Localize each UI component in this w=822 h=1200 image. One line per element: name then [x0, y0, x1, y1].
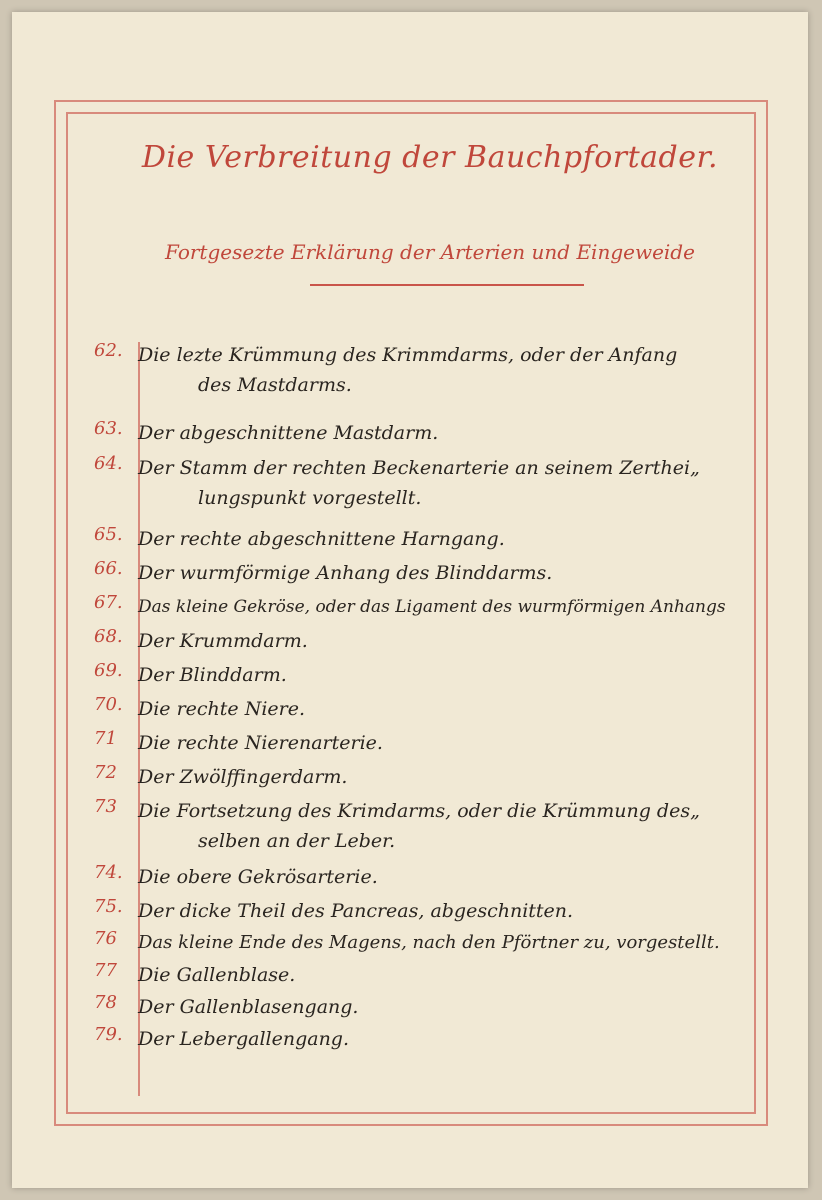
- entry-text: Der wurmförmige Anhang des Blinddarms.: [138, 562, 553, 584]
- entry-number: 72: [94, 762, 117, 783]
- entry-text: Der Lebergallengang.: [138, 1028, 350, 1050]
- entry-number: 77: [94, 960, 117, 981]
- entry-number: 79.: [94, 1024, 123, 1045]
- entry-text: Die rechte Niere.: [138, 698, 306, 720]
- entry-text: Das kleine Gekröse, oder das Ligament des wurmförmigen Anhangs: [138, 597, 726, 617]
- entry-number: 76: [94, 928, 117, 949]
- page-subtitle: Fortgesezte Erklärung der Arterien und Eingeweide: [165, 240, 695, 264]
- entry-number: 78: [94, 992, 117, 1013]
- page-title: Die Verbreitung der Bauchpfortader.: [141, 140, 719, 175]
- entry-text: Der Stamm der rechten Beckenarterie an seinem Zerthei„ lungspunkt vorgestellt.: [138, 457, 700, 509]
- entry-text: Das kleine Ende des Magens, nach den Pförtner zu, vorgestellt.: [138, 932, 720, 953]
- entry-text: Der dicke Theil des Pancreas, abgeschnitten.: [138, 900, 574, 922]
- entry-text: Der rechte abgeschnittene Harngang.: [138, 528, 505, 550]
- entry-number: 62.: [94, 340, 123, 361]
- entry-number: 68.: [94, 626, 123, 647]
- entry-number: 69.: [94, 660, 123, 681]
- entry-text: Die obere Gekrösarterie.: [138, 866, 378, 888]
- entry-text: Der Gallenblasengang.: [138, 996, 359, 1018]
- entry-number: 67.: [94, 592, 123, 613]
- entry-number: 63.: [94, 418, 123, 439]
- entry-number: 74.: [94, 862, 123, 883]
- entry-number: 66.: [94, 558, 123, 579]
- entry-number: 75.: [94, 896, 123, 917]
- entry-text: Der Krummdarm.: [138, 630, 308, 652]
- entry-number: 73: [94, 796, 117, 817]
- entry-text: Die rechte Nierenarterie.: [138, 732, 383, 754]
- entry-text: Die Gallenblase.: [138, 964, 296, 986]
- entry-text: Der Blinddarm.: [138, 664, 287, 686]
- entry-number: 71: [94, 728, 117, 749]
- entry-number: 65.: [94, 524, 123, 545]
- entry-text: Der abgeschnittene Mastdarm.: [138, 422, 439, 444]
- entry-number: 70.: [94, 694, 123, 715]
- entry-number: 64.: [94, 453, 123, 474]
- entry-text: Die lezte Krümmung des Krimmdarms, oder der Anfang des Mastdarms.: [138, 344, 678, 396]
- entry-text: Die Fortsetzung des Krimdarms, oder die Krümmung des„ selben an der Leber.: [138, 800, 700, 852]
- entry-text: Der Zwölffingerdarm.: [138, 766, 348, 788]
